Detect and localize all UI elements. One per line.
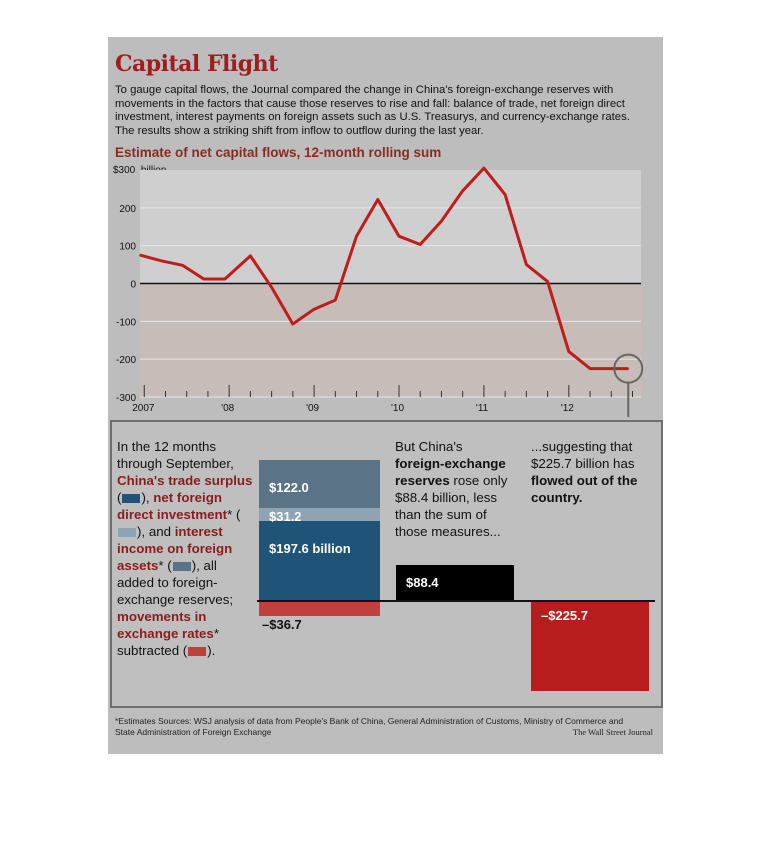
series-point	[335, 299, 337, 301]
line-chart-subtitle: Estimate of net capital flows, 12-month rolling sum	[115, 145, 442, 160]
series-point	[526, 264, 528, 266]
p2-text-a: But China's	[395, 439, 463, 454]
series-point	[292, 323, 294, 325]
panel-text-reserves	[395, 438, 515, 540]
bar-value-label: –$225.7	[541, 608, 588, 623]
p1-text-g: ), and	[137, 524, 175, 539]
y-tick-label: -300	[115, 393, 136, 404]
x-tick-label: '09	[306, 403, 320, 414]
x-tick-label: '08	[221, 403, 235, 414]
line-chart	[108, 157, 663, 417]
p2-text-c: rose only $88.4 billion, less than the sum of those measures...	[395, 473, 508, 539]
y-top-tick: $300	[113, 165, 136, 176]
series-point	[483, 167, 485, 169]
series-point	[398, 235, 400, 237]
series-point	[139, 254, 141, 256]
series-point	[313, 308, 315, 310]
p2-reserves-label: foreign-exchange reserves	[395, 456, 506, 488]
p1-trade-label: China's trade surplus	[117, 473, 253, 488]
p3-text-a: ...suggesting that $225.7 billion has	[531, 439, 635, 471]
bar-components	[259, 601, 380, 616]
intro-text: To gauge capital flows, the Journal compared the change in China's foreign-exchange reserves with movements in the factors that cause those reserves to rise and fall: balance of trade, net foreign direct investment, interest payments on foreign assets such as U.S. Treasurys, and currency-exchange rates. The results show a striking shift from inflow to outflow during the last year.	[115, 84, 630, 137]
x-tick-label: '12	[560, 403, 574, 414]
series-point	[356, 235, 358, 237]
series-point	[504, 194, 506, 196]
series-point	[547, 281, 549, 283]
bar-value-label: $122.0	[269, 479, 309, 495]
fx-swatch	[188, 647, 206, 656]
y-tick-label: -100	[115, 317, 136, 329]
x-tick-label: '11	[475, 403, 489, 414]
series-point	[377, 199, 379, 201]
series-point	[462, 190, 464, 192]
flow-breakdown-panel	[110, 420, 663, 708]
y-tick-label: 100	[119, 241, 136, 253]
bar-value-label: $197.6 billion	[269, 540, 351, 556]
series-point	[271, 286, 273, 288]
series-point	[610, 368, 612, 370]
bar-value-label: –$36.7	[262, 617, 302, 632]
trade-swatch	[122, 494, 140, 503]
bar-value-label: $31.2	[269, 509, 302, 525]
series-point	[419, 244, 421, 246]
fdi-swatch	[118, 528, 136, 537]
p1-text-m: ).	[207, 643, 216, 658]
bar-components	[259, 521, 380, 600]
interest-swatch	[173, 562, 191, 571]
bar-value-label: $88.4	[406, 574, 439, 590]
chart-title: Capital Flight	[115, 51, 278, 77]
series-point	[182, 265, 184, 267]
series-point	[160, 260, 162, 262]
p1-text-d: ),	[141, 490, 154, 505]
p1-text-j: ), all added to foreign-exchange reserves;	[117, 558, 234, 607]
y-tick-label: 0	[130, 279, 136, 291]
infographic-card	[108, 37, 663, 754]
p1-text-i: * (	[158, 558, 172, 573]
y-tick-label: -200	[115, 355, 136, 367]
x-tick-label: 2007	[132, 403, 155, 414]
series-point	[203, 278, 205, 280]
p1-text-a: In the 12 months through September,	[117, 439, 234, 471]
x-tick-label: '10	[390, 403, 405, 414]
p1-text-l: * subtracted (	[117, 626, 220, 658]
series-point	[250, 255, 252, 257]
series-point	[589, 368, 591, 370]
p1-fx-label: movements in exchange rates	[117, 609, 214, 641]
series-point	[568, 351, 570, 353]
p1-fdi-label: net foreign direct investment	[117, 490, 228, 522]
panel-text-components	[117, 438, 257, 659]
series-point	[441, 220, 443, 222]
p1-text-c: (	[117, 490, 122, 505]
footnote: *Estimates Sources: WSJ analysis of data from People's Bank of China, General Administration of Customs, Ministry of Commerce and State Administration of Foreign Exchange	[115, 716, 624, 737]
series-point	[224, 278, 226, 280]
credit: The Wall Street Journal	[572, 727, 653, 737]
p1-interest-label: interest income on foreign assets	[117, 524, 233, 573]
p1-text-f: * (	[227, 507, 241, 522]
bar-baseline	[257, 600, 655, 602]
panel-text-outflow	[531, 438, 651, 506]
p3-outflow-label: flowed out of the country.	[531, 473, 638, 505]
series-point	[627, 368, 629, 370]
y-tick-label: 200	[119, 203, 136, 215]
